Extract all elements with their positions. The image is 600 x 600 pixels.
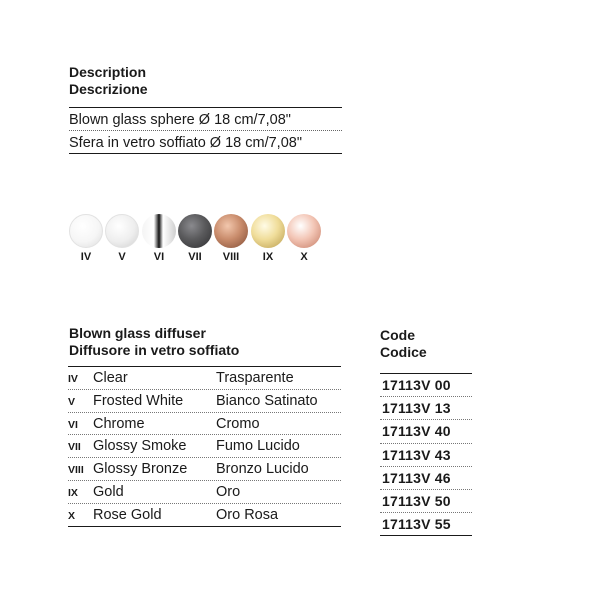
table-rule — [68, 389, 341, 390]
row-name-it: Trasparente — [216, 370, 294, 386]
row-code: 17113V 50 — [382, 493, 451, 509]
chrome-sphere-icon — [142, 214, 176, 248]
code-heading — [380, 327, 427, 361]
frosted-white-sphere-icon — [105, 214, 139, 248]
swatch-label: IV — [80, 251, 92, 263]
row-name-en: Glossy Smoke — [93, 438, 187, 454]
row-name-it: Bianco Satinato — [216, 393, 318, 409]
row-code: 17113V 13 — [382, 400, 451, 416]
table-rule — [68, 480, 341, 481]
table-rule — [68, 366, 341, 367]
table-rule — [68, 457, 341, 458]
description-heading-it: Descrizione — [69, 81, 148, 97]
swatch-label: V — [118, 251, 126, 263]
row-name-it: Cromo — [216, 416, 260, 432]
code-rule — [380, 535, 472, 536]
table-rule — [68, 503, 341, 504]
diffuser-heading — [69, 325, 239, 359]
row-name-it: Bronzo Lucido — [216, 461, 309, 477]
row-name-it: Fumo Lucido — [216, 438, 300, 454]
description-top-rule — [69, 107, 342, 108]
row-name-en: Frosted White — [93, 393, 184, 409]
code-rule — [380, 419, 472, 420]
row-code: 17113V 46 — [382, 470, 451, 486]
row-numeral: VI — [68, 419, 78, 431]
description-heading — [69, 64, 148, 98]
row-code: 17113V 55 — [382, 516, 451, 532]
clear-glass-sphere-icon — [69, 214, 103, 248]
code-heading-it: Codice — [380, 344, 427, 360]
code-rule — [380, 466, 472, 467]
swatch-label: VII — [188, 251, 202, 263]
glossy-bronze-sphere-icon — [214, 214, 248, 248]
swatch-label: VI — [153, 251, 165, 263]
row-numeral: IX — [68, 487, 78, 499]
code-rule — [380, 512, 472, 513]
code-rule — [380, 443, 472, 444]
row-numeral: VIII — [68, 464, 84, 476]
table-rule — [68, 434, 341, 435]
code-rule — [380, 489, 472, 490]
row-numeral: V — [68, 396, 76, 408]
row-name-en: Gold — [93, 484, 124, 500]
description-line-en: Blown glass sphere Ø 18 cm/7,08" — [69, 112, 291, 128]
row-code: 17113V 00 — [382, 377, 451, 393]
code-rule — [380, 396, 472, 397]
row-name-en: Glossy Bronze — [93, 461, 188, 477]
glossy-smoke-sphere-icon — [178, 214, 212, 248]
diffuser-heading-en: Blown glass diffuser — [69, 325, 206, 341]
swatch-label: X — [300, 251, 308, 263]
row-name-en: Chrome — [93, 416, 145, 432]
description-mid-rule — [69, 130, 342, 131]
row-code: 17113V 40 — [382, 423, 451, 439]
diffuser-heading-it: Diffusore in vetro soffiato — [69, 342, 240, 358]
gold-sphere-icon — [251, 214, 285, 248]
description-heading-en: Description — [69, 64, 147, 80]
row-name-en: Rose Gold — [93, 507, 162, 523]
table-rule — [68, 526, 341, 527]
row-name-en: Clear — [93, 370, 128, 386]
row-numeral: X — [68, 510, 76, 522]
description-bottom-rule — [69, 153, 342, 154]
swatch-label: IX — [262, 251, 274, 263]
row-name-it: Oro — [216, 484, 241, 500]
rose-gold-sphere-icon — [287, 214, 321, 248]
row-numeral: VII — [68, 441, 81, 453]
description-line-it: Sfera in vetro soffiato Ø 18 cm/7,08" — [69, 135, 302, 151]
table-rule — [68, 412, 341, 413]
code-rule — [380, 373, 472, 374]
code-heading-en: Code — [380, 327, 415, 343]
swatch-label: VIII — [222, 251, 240, 263]
row-numeral: IV — [68, 373, 78, 385]
row-code: 17113V 43 — [382, 447, 451, 463]
row-name-it: Oro Rosa — [216, 507, 279, 523]
